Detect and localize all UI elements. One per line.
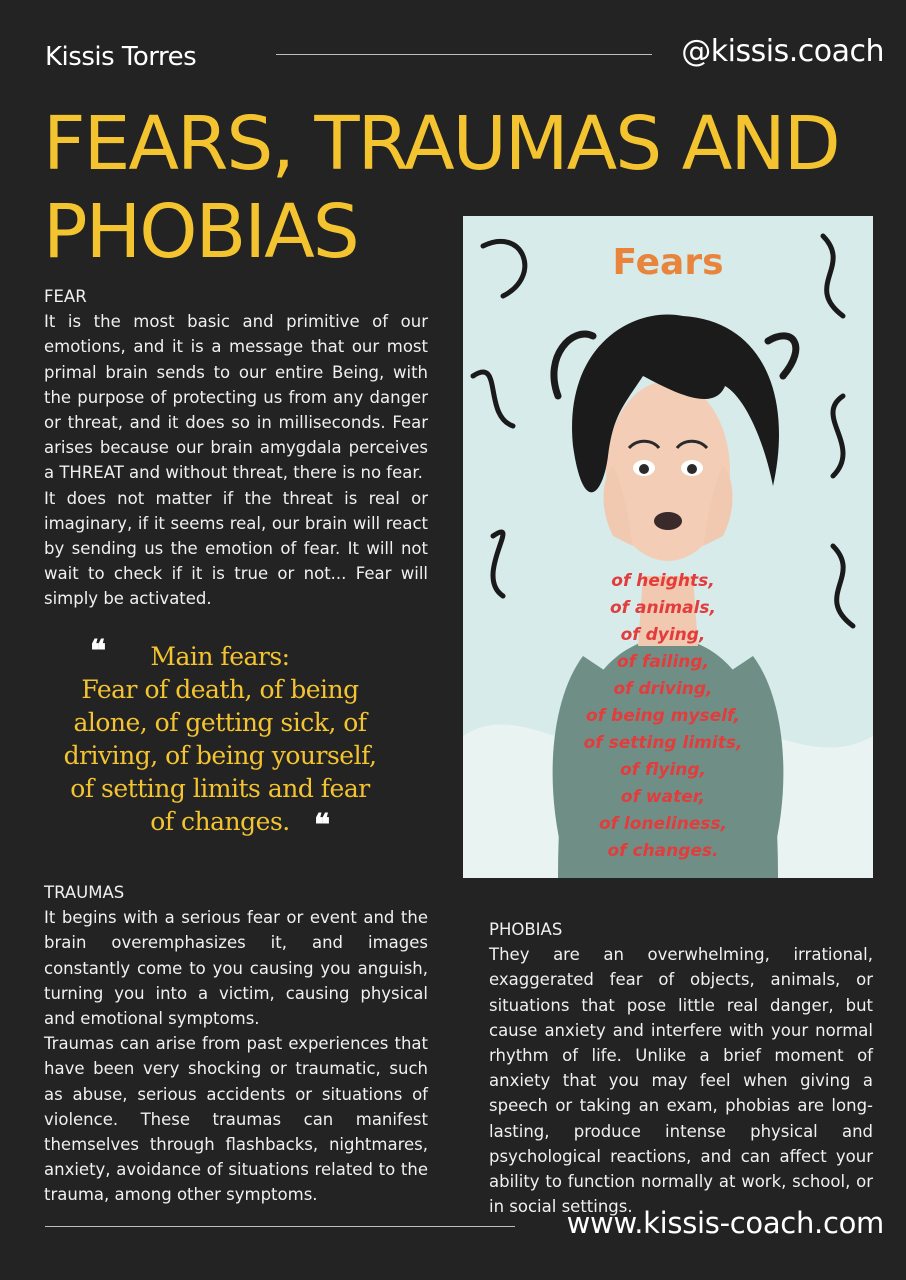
fear-list-item: of setting limits, xyxy=(583,733,743,753)
fear-list-item: of animals, xyxy=(610,598,716,618)
fear-list-item: of water, xyxy=(620,787,706,807)
fear-list-item: of changes. xyxy=(607,841,719,861)
main-fears-quote xyxy=(40,640,400,838)
traumas-paragraph-1: It begins with a serious fear or event and the brain overemphasizes it, and images constantly come to you causing you anguish, turning you into a victim, causing physical and emotional symptoms. xyxy=(44,908,428,1029)
header-divider xyxy=(276,54,652,55)
fear-list-item: of heights, xyxy=(611,571,715,591)
fear-list-item: of failing, xyxy=(616,652,710,672)
phobias-heading: PHOBIAS xyxy=(489,920,563,939)
phobias-paragraph: They are an overwhelming, irrational, exaggerated fear of objects, animals, or situations that pose little real danger, but cause anxiety and interfere with your normal rhythm of life. Unlike a brief moment of anxiety that you may feel when giving a speech or taking an exam, phobias are long-lasting, produce intense physical and psychological reactions, and can affect your ability to function normally at work, school, or in social settings. xyxy=(489,945,873,1217)
quote-line: Fear of death, of being xyxy=(81,675,359,704)
fear-paragraph-1: It is the most basic and primitive of our emotions, and it is a message that our most primal brain sends to our entire Being, with the purpose of protecting us from any danger or threat, and it does so in milliseconds. Fear arises because our brain amygdala perceives a THREAT and without threat, there is no fear. xyxy=(44,312,428,483)
page-title: FEARS, TRAUMAS AND PHOBIAS xyxy=(43,101,839,275)
fear-list-item: of being myself, xyxy=(586,706,740,726)
fear-list-item: of flying, xyxy=(619,760,706,780)
traumas-heading: TRAUMAS xyxy=(44,883,125,902)
fears-illustration xyxy=(463,216,873,878)
quote-line: of changes. xyxy=(150,807,290,836)
website-link[interactable]: www.kissis-coach.com xyxy=(566,1206,884,1240)
traumas-section xyxy=(44,880,428,1208)
quote-line: of setting limits and fear xyxy=(70,774,370,803)
author-name: Kissis Torres xyxy=(45,42,197,72)
traumas-paragraph-2: Traumas can arise from past experiences that have been very shocking or traumatic, such as abuse, serious accidents or situations of violence. These traumas can manifest themselves through flashbacks, nightmares, anxiety, avoidance of situations related to the trauma, among other symptoms. xyxy=(44,1034,428,1205)
social-handle: @kissis.coach xyxy=(681,34,884,69)
fear-list xyxy=(543,568,783,865)
quote-open-icon: ❝ xyxy=(90,634,107,669)
fear-paragraph-2: It does not matter if the threat is real or imaginary, if it seems real, our brain will react by sending us the emotion of fear. It will not wait to check if it is true or not... Fear will simply be activated. xyxy=(44,488,428,609)
illustration-title: Fears xyxy=(612,242,724,283)
quote-line: Main fears: xyxy=(150,642,290,671)
fear-list-item: of loneliness, xyxy=(598,814,728,834)
footer-divider xyxy=(45,1226,515,1227)
quote-line: alone, of getting sick, of xyxy=(73,708,367,737)
phobias-section xyxy=(489,917,873,1219)
fear-list-item: of dying, xyxy=(620,625,706,645)
fear-heading: FEAR xyxy=(44,287,87,306)
fear-section xyxy=(44,284,428,612)
quote-close-icon: ❝ xyxy=(314,808,331,843)
quote-line: driving, of being yourself, xyxy=(63,741,377,770)
fear-list-item: of driving, xyxy=(613,679,713,699)
